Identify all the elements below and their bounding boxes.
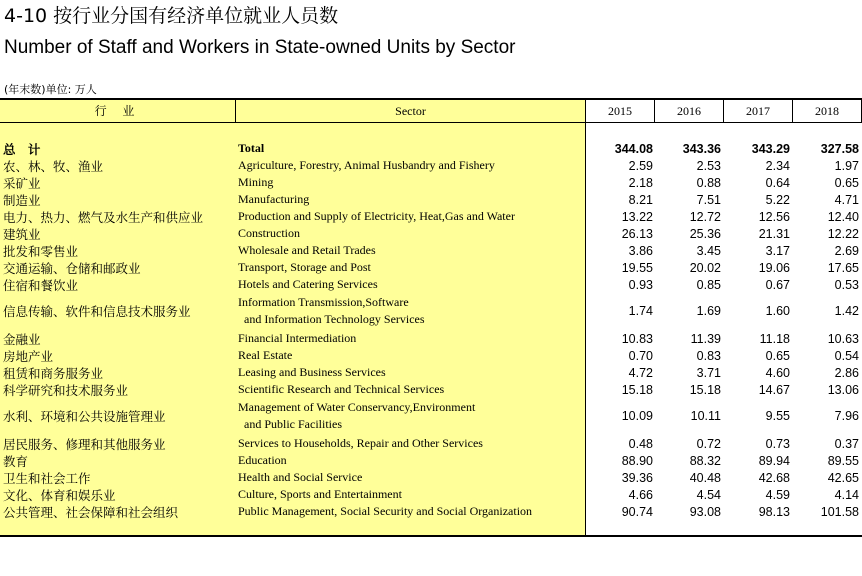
value-cell-2016: 15.18 (689, 382, 721, 397)
value-cell-2018: 4.71 (834, 192, 859, 207)
value-cell-2017: 4.59 (765, 487, 790, 502)
total-row (0, 140, 862, 157)
industry-name-cn: 建筑业 (3, 226, 41, 242)
industry-name-cn: 房地产业 (3, 348, 54, 364)
sector-name-line: Services to Households, Repair and Other Services (238, 436, 483, 450)
sector-name-line: Culture, Sports and Entertainment (238, 487, 402, 501)
value-cell-2017: 98.13 (758, 504, 790, 519)
industry-name-cn: 租赁和商务服务业 (3, 365, 104, 381)
sector-name-line: Real Estate (238, 348, 293, 362)
header-industry-cn: 行 业 (94, 104, 141, 118)
value-cell-2015: 39.36 (621, 470, 653, 485)
value-cell-2018: 0.53 (834, 277, 859, 292)
header-sector-en: Sector (395, 104, 426, 118)
table-bottom-rule (0, 535, 862, 537)
industry-name-cn: 信息传输、软件和信息技术服务业 (3, 304, 191, 319)
sector-name-en (238, 452, 287, 469)
header-year: 2015 (608, 104, 632, 118)
industry-name-cn: 批发和零售业 (3, 243, 79, 259)
unit-note: (年末数)单位: 万人 (4, 83, 97, 96)
sector-name-en (238, 435, 483, 452)
sector-name-en (238, 381, 444, 398)
value-cell-2017: 343.29 (751, 141, 790, 156)
value-cell-2016: 40.48 (689, 470, 721, 485)
sector-name-en (238, 398, 475, 434)
sector-name-line: Agriculture, Forestry, Animal Husbandry and Fishery (238, 158, 495, 172)
table-row (0, 435, 862, 452)
value-cell-2017: 0.67 (765, 277, 790, 292)
sector-name-en (238, 208, 515, 225)
value-cell-2017: 0.64 (765, 175, 790, 190)
sector-name-en (238, 330, 356, 347)
sector-name-line: Leasing and Business Services (238, 365, 386, 379)
table-row (0, 225, 862, 242)
header-year: 2017 (746, 104, 770, 118)
industry-name-cn: 农、林、牧、渔业 (3, 158, 104, 174)
table-row (0, 452, 862, 469)
industry-name-cn: 金融业 (3, 331, 41, 347)
table-row (0, 276, 862, 293)
value-cell-2015: 10.83 (621, 331, 653, 346)
table-row (0, 208, 862, 225)
sector-name-en (238, 174, 273, 191)
value-cell-2016: 7.51 (696, 192, 721, 207)
value-cell-2015: 4.66 (628, 487, 653, 502)
value-cell-2015: 8.21 (628, 192, 653, 207)
value-cell-2015: 2.18 (628, 175, 653, 190)
value-cell-2017: 5.22 (765, 192, 790, 207)
table-row (0, 398, 862, 434)
page-title-cn: 4-10 按行业分国有经济单位就业人员数 (4, 5, 339, 27)
value-cell-2017: 19.06 (758, 260, 790, 275)
value-cell-2018: 12.40 (827, 209, 859, 224)
value-cell-2015: 15.18 (621, 382, 653, 397)
value-cell-2015: 2.59 (628, 158, 653, 173)
value-cell-2016: 0.85 (696, 277, 721, 292)
value-cell-2016: 12.72 (689, 209, 721, 224)
page-title-en: Number of Staff and Workers in State-owned Units by Sector (4, 37, 516, 58)
table-row (0, 293, 862, 329)
value-cell-2017: 1.60 (765, 304, 790, 318)
value-cell-2018: 1.97 (834, 158, 859, 173)
value-cell-2018: 17.65 (827, 260, 859, 275)
table-top-rule (0, 98, 862, 100)
industry-name-cn: 交通运输、仓储和邮政业 (3, 260, 141, 276)
industry-name-cn: 采矿业 (3, 175, 41, 191)
header-bottom-rule (0, 122, 862, 123)
sector-name-line: Wholesale and Retail Trades (238, 243, 376, 257)
value-cell-2018: 1.42 (834, 304, 859, 318)
table-row (0, 242, 862, 259)
sector-name-line: Transport, Storage and Post (238, 260, 371, 274)
industry-name-cn: 水利、环境和公共设施管理业 (3, 409, 166, 424)
table-row (0, 191, 862, 208)
value-cell-2016: 1.69 (696, 304, 721, 318)
industry-name-cn: 住宿和餐饮业 (3, 277, 79, 293)
sector-name-line: Public Management, Social Security and Social Organization (238, 504, 533, 518)
table-row (0, 469, 862, 486)
value-cell-2016: 0.88 (696, 175, 721, 190)
sector-name-en (238, 157, 495, 174)
industry-name-cn: 文化、体育和娱乐业 (3, 487, 116, 503)
table-row (0, 259, 862, 276)
value-cell-2018: 12.22 (827, 226, 859, 241)
value-cell-2018: 89.55 (827, 453, 859, 468)
sector-name-en (238, 276, 378, 293)
value-cell-2015: 88.90 (621, 453, 653, 468)
sector-name-en (238, 503, 532, 520)
sector-name-line: Scientific Research and Technical Services (238, 382, 445, 396)
sector-name-line: Manufacturing (238, 192, 310, 206)
sector-name-en (238, 293, 425, 329)
value-cell-2016: 343.36 (682, 141, 721, 156)
industry-name-cn: 制造业 (3, 192, 41, 208)
value-cell-2016: 10.11 (690, 409, 721, 423)
value-cell-2016: 25.36 (689, 226, 721, 241)
value-cell-2017: 9.55 (765, 409, 790, 423)
sector-name-en (238, 140, 264, 157)
value-cell-2016: 11.39 (690, 331, 721, 346)
value-cell-2017: 11.18 (759, 331, 790, 346)
sector-name-line: and Public Facilities (244, 417, 342, 431)
sector-name-en (238, 486, 402, 503)
table-row (0, 174, 862, 191)
sector-name-en (238, 259, 371, 276)
value-cell-2015: 1.74 (628, 304, 653, 318)
value-cell-2015: 10.09 (621, 409, 653, 423)
value-cell-2015: 26.13 (621, 226, 653, 241)
sector-name-line: Information Transmission,Software (238, 295, 409, 309)
value-cell-2015: 0.48 (628, 436, 653, 451)
value-cell-2016: 2.53 (696, 158, 721, 173)
value-cell-2017: 12.56 (758, 209, 790, 224)
value-cell-2017: 21.31 (758, 226, 790, 241)
sector-name-line: Health and Social Service (238, 470, 363, 484)
value-cell-2015: 344.08 (614, 141, 653, 156)
table-row (0, 157, 862, 174)
sector-name-line: Financial Intermediation (238, 331, 357, 345)
header-year: 2016 (677, 104, 701, 118)
value-cell-2018: 0.54 (834, 348, 859, 363)
value-cell-2016: 4.54 (696, 487, 721, 502)
sector-name-line: Total (238, 141, 265, 155)
value-cell-2018: 327.58 (820, 141, 859, 156)
sector-name-en (238, 191, 309, 208)
value-cell-2018: 0.65 (834, 175, 859, 190)
value-cell-2016: 20.02 (689, 260, 721, 275)
sector-name-line: Construction (238, 226, 300, 240)
sector-name-line: Mining (238, 175, 274, 189)
industry-name-cn: 教育 (3, 453, 29, 469)
value-cell-2016: 3.45 (696, 243, 721, 258)
value-cell-2018: 2.69 (834, 243, 859, 258)
industry-name-cn: 公共管理、社会保障和社会组织 (3, 504, 179, 520)
value-cell-2015: 4.72 (628, 365, 653, 380)
sector-name-line: and Information Technology Services (244, 312, 425, 326)
header-year: 2018 (815, 104, 839, 118)
industry-name-cn: 卫生和社会工作 (3, 470, 91, 486)
value-cell-2017: 0.73 (765, 436, 790, 451)
value-cell-2017: 14.67 (758, 382, 790, 397)
value-cell-2015: 90.74 (621, 504, 653, 519)
value-cell-2018: 4.14 (834, 487, 859, 502)
value-cell-2018: 10.63 (827, 331, 859, 346)
value-cell-2017: 0.65 (765, 348, 790, 363)
sector-name-line: Education (238, 453, 287, 467)
sector-name-line: Production and Supply of Electricity, Heat,Gas and Water (238, 209, 515, 223)
sector-name-en (238, 469, 362, 486)
value-cell-2016: 0.83 (696, 348, 721, 363)
value-cell-2018: 2.86 (834, 365, 859, 380)
value-cell-2017: 3.17 (765, 243, 790, 258)
value-cell-2015: 0.70 (628, 348, 653, 363)
industry-name-cn: 居民服务、修理和其他服务业 (3, 436, 166, 452)
table-row (0, 364, 862, 381)
value-cell-2015: 13.22 (621, 209, 653, 224)
table-row (0, 503, 862, 520)
value-cell-2015: 0.93 (628, 277, 653, 292)
table-row (0, 381, 862, 398)
industry-name-cn: 电力、热力、燃气及水生产和供应业 (3, 209, 204, 225)
industry-name-cn: 科学研究和技术服务业 (3, 382, 129, 398)
value-cell-2015: 19.55 (621, 260, 653, 275)
sector-name-en (238, 347, 292, 364)
value-cell-2015: 3.86 (628, 243, 653, 258)
value-cell-2017: 42.68 (758, 470, 790, 485)
sector-name-en (238, 364, 386, 381)
industry-name-cn: 总 计 (3, 141, 45, 157)
sector-name-en (238, 225, 300, 242)
table-row (0, 486, 862, 503)
value-cell-2016: 93.08 (689, 504, 721, 519)
value-cell-2018: 42.65 (827, 470, 859, 485)
table-row (0, 330, 862, 347)
value-cell-2018: 0.37 (834, 436, 859, 451)
value-cell-2016: 0.72 (696, 436, 721, 451)
sector-name-line: Hotels and Catering Services (238, 277, 378, 291)
value-cell-2018: 101.58 (820, 504, 859, 519)
sector-name-en (238, 242, 376, 259)
value-cell-2016: 3.71 (696, 365, 721, 380)
value-cell-2018: 13.06 (827, 382, 859, 397)
value-cell-2017: 2.34 (765, 158, 790, 173)
value-cell-2017: 89.94 (758, 453, 790, 468)
table-row (0, 347, 862, 364)
sector-name-line: Management of Water Conservancy,Environment (238, 400, 476, 414)
value-cell-2017: 4.60 (765, 365, 790, 380)
value-cell-2018: 7.96 (834, 409, 859, 423)
value-cell-2016: 88.32 (689, 453, 721, 468)
